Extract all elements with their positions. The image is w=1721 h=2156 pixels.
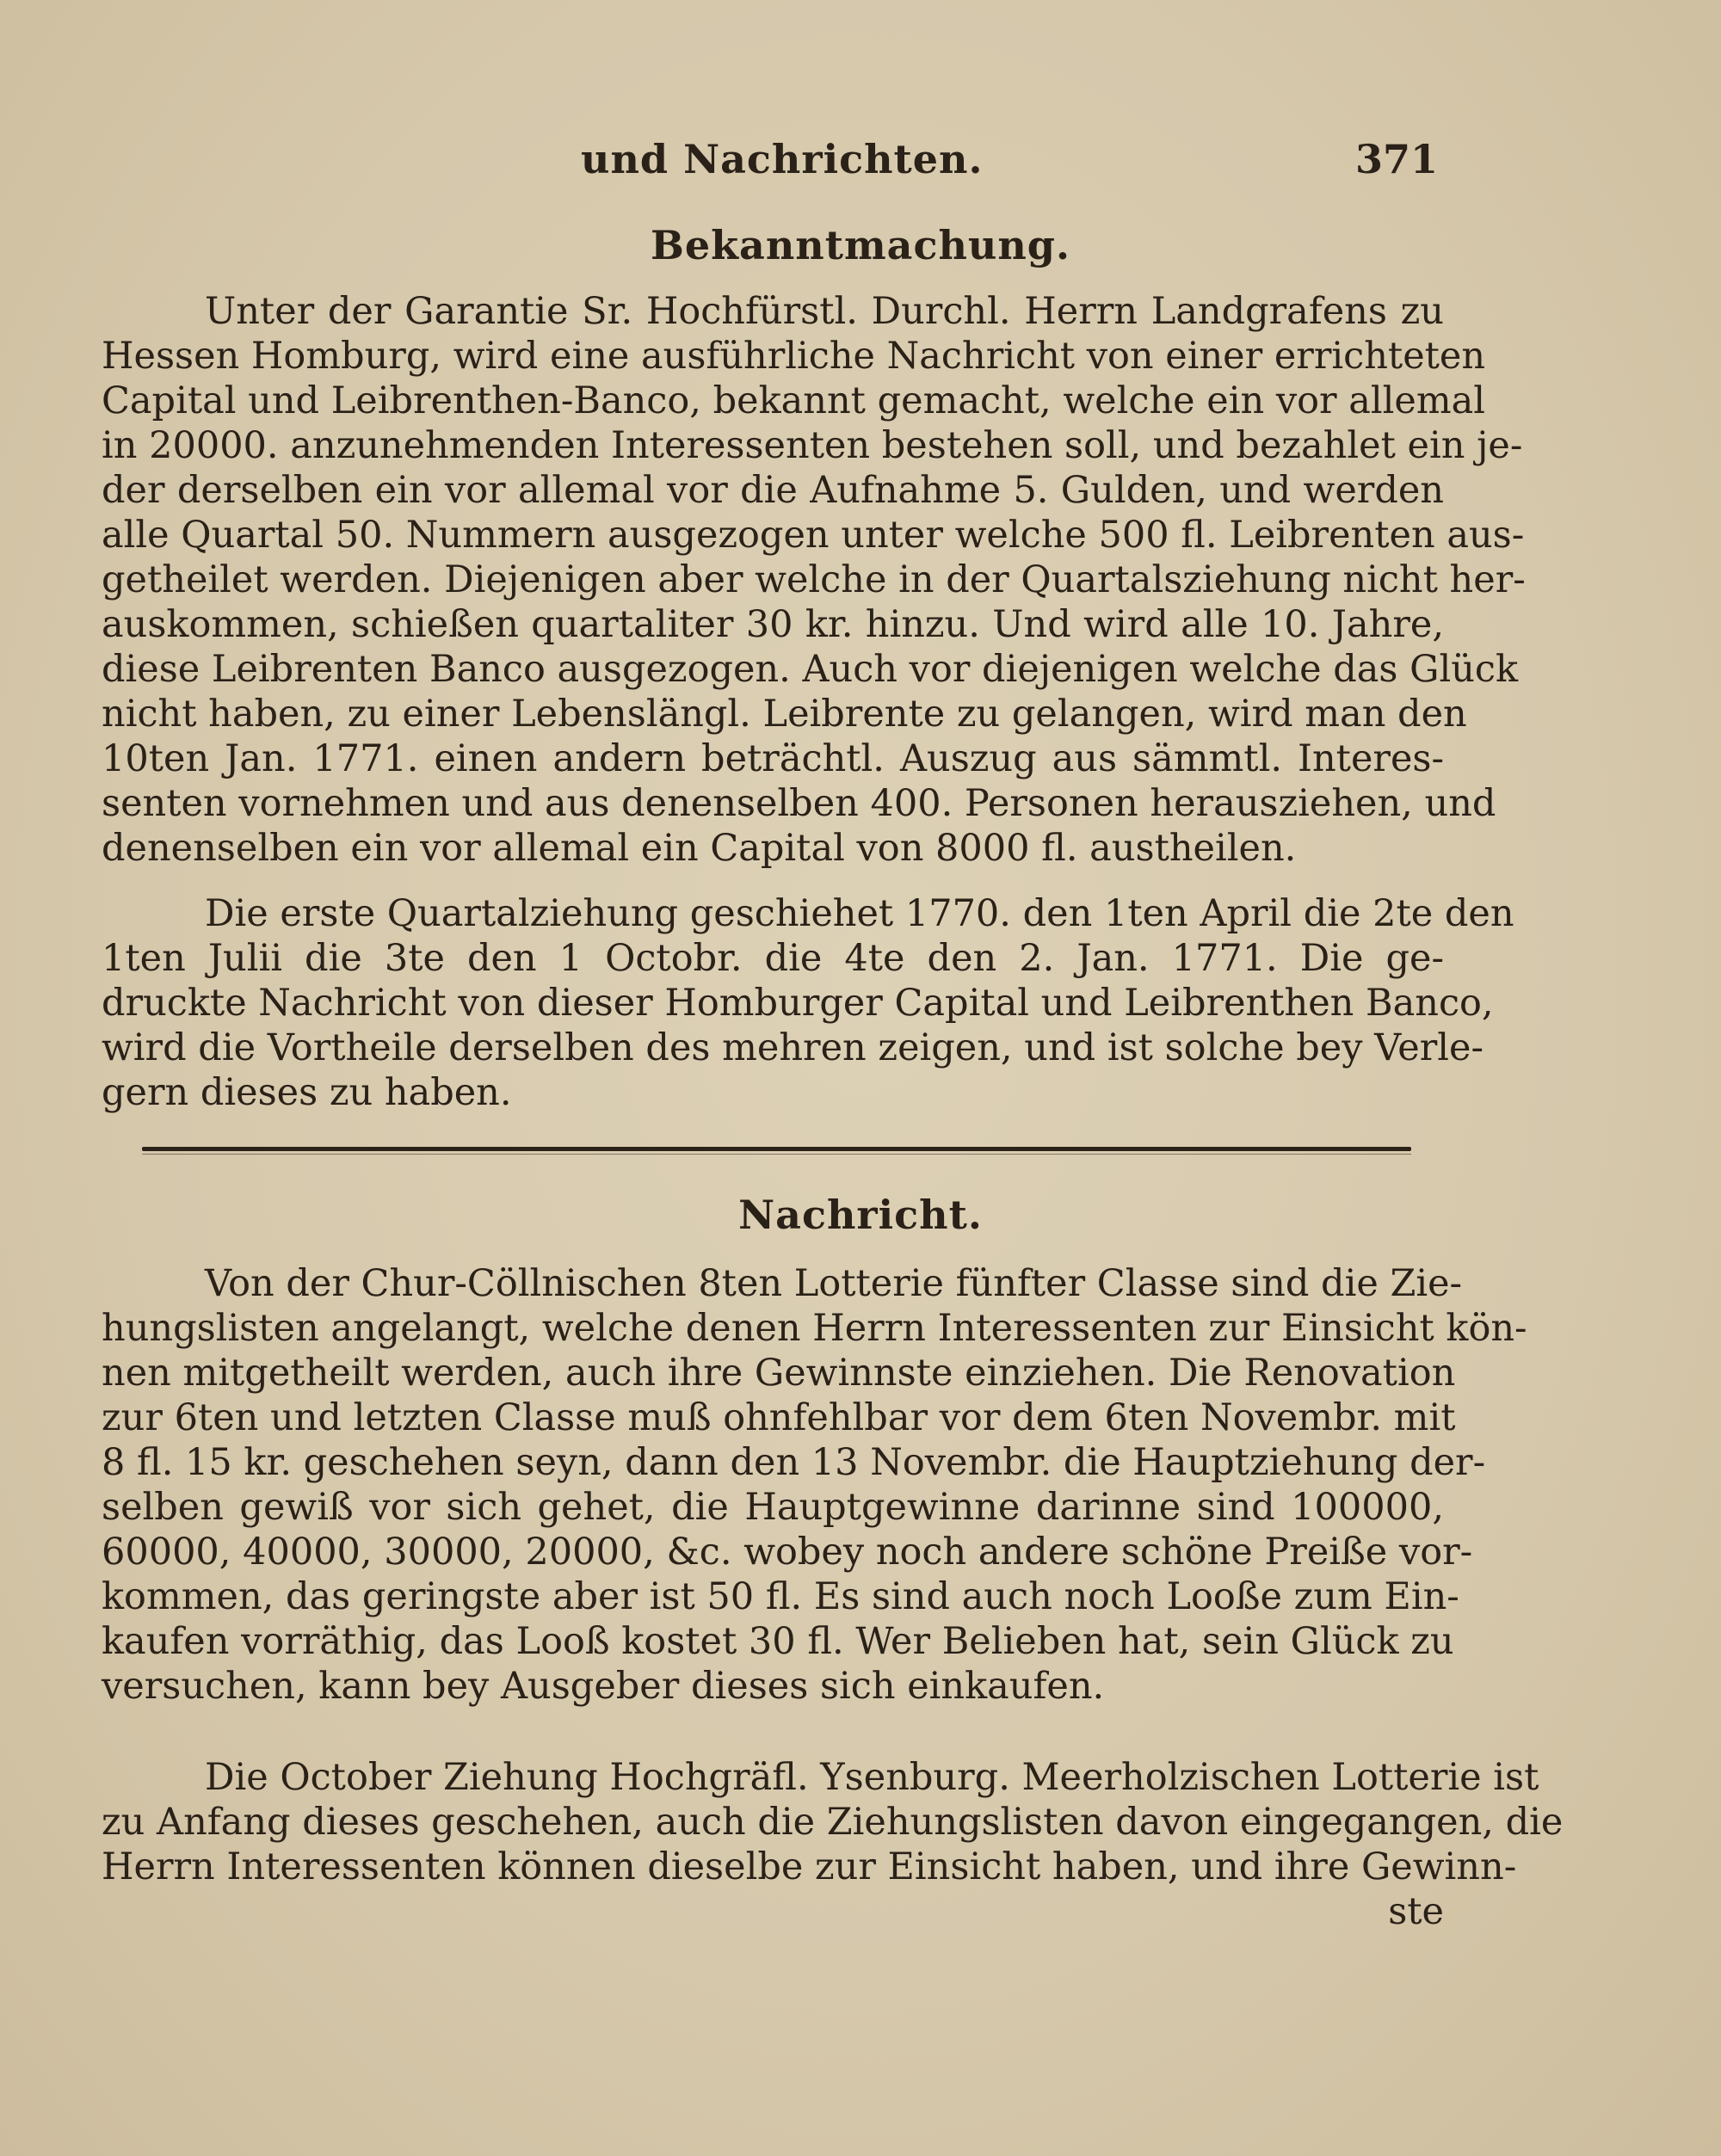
text-line: druckte Nachricht von dieser Homburger Capital und Leibrenthen Banco,: [102, 982, 1494, 1025]
text-line: kaufen vorräthig, das Looß kostet 30 fl. Wer Belieben hat, sein Glück zu: [102, 1620, 1454, 1663]
text-line: 8 fl. 15 kr. geschehen seyn, dann den 13 Novembr. die Hauptziehung der-: [102, 1441, 1486, 1484]
section-divider-shadow: [142, 1154, 1411, 1155]
text-line: 10ten Jan. 1771. einen andern beträchtl. Auszug aus sämmtl. Interes-: [102, 737, 1444, 780]
text-line: versuchen, kann bey Ausgeber dieses sich einkaufen.: [102, 1665, 1105, 1708]
nachricht-paragraph-1: [102, 1261, 1527, 1709]
text-line: kommen, das geringste aber ist 50 fl. Es sind auch noch Looße zum Ein-: [102, 1575, 1459, 1618]
section-title-nachricht: Nachricht.: [738, 1192, 983, 1238]
text-line: Hessen Homburg, wird eine ausführliche Nachricht von einer errichteten: [102, 335, 1486, 378]
text-line: alle Quartal 50. Nummern ausgezogen unter welche 500 fl. Leibrenten aus-: [102, 514, 1525, 557]
text-line: zur 6ten und letzten Classe muß ohnfehlbar vor dem 6ten Novembr. mit: [102, 1396, 1456, 1439]
running-head: und Nachrichten.: [581, 136, 984, 182]
page-number: 371: [1355, 136, 1439, 182]
text-line: senten vornehmen und aus denenselben 400. Personen herausziehen, und: [102, 782, 1496, 825]
text-line: Capital und Leibrenthen-Banco, bekannt gemacht, welche ein vor allemal: [102, 379, 1485, 422]
text-line: Die erste Quartalziehung geschiehet 1770. den 1ten April die 2te den: [205, 892, 1514, 935]
bekanntmachung-paragraph-2: [102, 891, 1514, 1115]
text-line: der derselben ein vor allemal vor die Aufnahme 5. Gulden, und werden: [102, 469, 1444, 512]
text-line: diese Leibrenten Banco ausgezogen. Auch vor diejenigen welche das Glück: [102, 648, 1519, 691]
text-line: Von der Chur-Cöllnischen 8ten Lotterie fünfter Classe sind die Zie-: [205, 1262, 1463, 1305]
text-line: denenselben ein vor allemal ein Capital von 8000 fl. austheilen.: [102, 827, 1297, 870]
text-line: [102, 1889, 1444, 1934]
text-line: 60000, 40000, 30000, 20000, &c. wobey noch andere schöne Preiße vor-: [102, 1531, 1473, 1574]
section-title-bekanntmachung: Bekanntmachung.: [651, 222, 1070, 268]
text-line: gern dieses zu haben.: [102, 1071, 512, 1114]
text-line: hungslisten angelangt, welche denen Herrn Interessenten zur Einsicht kön-: [102, 1307, 1527, 1350]
text-line: wird die Vortheile derselben des mehren zeigen, und ist solche bey Verle-: [102, 1026, 1484, 1069]
catchword: ste: [1388, 1890, 1444, 1933]
text-line: 1ten Julii die 3te den 1 Octobr. die 4te den 2. Jan. 1771. Die ge-: [102, 937, 1444, 980]
section-divider: [142, 1147, 1411, 1151]
text-line: auskommen, schießen quartaliter 30 kr. hinzu. Und wird alle 10. Jahre,: [102, 603, 1444, 646]
text-line: Herrn Interessenten können dieselbe zur Einsicht haben, und ihre Gewinn-: [102, 1845, 1517, 1888]
text-line: zu Anfang dieses geschehen, auch die Ziehungslisten davon eingegangen, die: [102, 1801, 1564, 1844]
text-line: selben gewiß vor sich gehet, die Hauptgewinne darinne sind 100000,: [102, 1486, 1444, 1529]
text-line: Unter der Garantie Sr. Hochfürstl. Durchl. Herrn Landgrafens zu: [205, 290, 1444, 333]
text-line: nen mitgetheilt werden, auch ihre Gewinnste einziehen. Die Renovation: [102, 1352, 1456, 1395]
text-line: nicht haben, zu einer Lebenslängl. Leibrente zu gelangen, wird man den: [102, 693, 1467, 736]
bekanntmachung-paragraph-1: [102, 289, 1526, 871]
text-line: Die October Ziehung Hochgräfl. Ysenburg. Meerholzischen Lotterie ist: [205, 1756, 1539, 1799]
text-line: in 20000. anzunehmenden Interessenten bestehen soll, und bezahlet ein je-: [102, 424, 1523, 467]
text-line: getheilet werden. Diejenigen aber welche in der Quartalsziehung nicht her-: [102, 558, 1526, 601]
nachricht-paragraph-2: [102, 1755, 1564, 1934]
